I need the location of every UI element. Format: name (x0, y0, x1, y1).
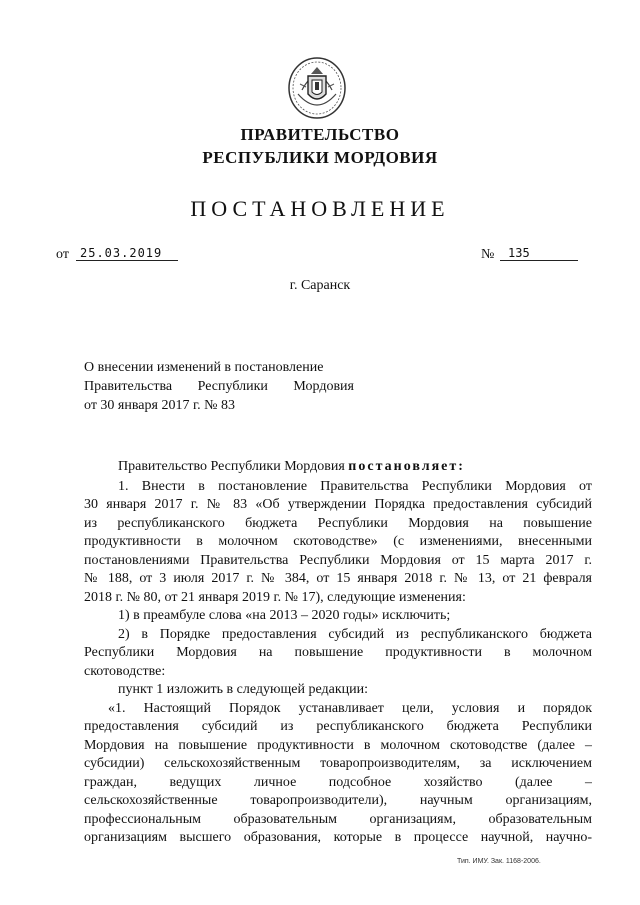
document-type: ПОСТАНОВЛЕНИЕ (190, 196, 450, 221)
city: г. Саранск (289, 278, 351, 293)
body-line: пункт 1 изложить в следующей редакции: (118, 682, 368, 697)
body-line: 2) в Порядке предоставления субсидий из республиканского бюджета (118, 626, 592, 642)
body-line: 2018 г. № 80, от 21 января 2019 г. № 17), следующие изменения: (84, 589, 466, 605)
subject-line: от 30 января 2017 г. № 83 (84, 398, 235, 413)
body-line: 30 января 2017 г. № 83 «Об утверждении Порядка предоставления субсидий (84, 497, 592, 512)
body-line: № 188, от 3 июля 2017 г. № 384, от 15 января 2018 г. № 13, от 21 февраля (84, 571, 592, 586)
intro-subject: Правительство Республики Мордовия (118, 459, 345, 474)
print-info: Тип. ИМУ. Зак. 1168-2006. (457, 858, 541, 865)
body-line: из республиканского бюджета Республики Мордовия на повышение (84, 515, 592, 531)
body-line: субсидии) сельскохозяйственным товаропроизводителям, за исключением (84, 756, 592, 771)
body-line: постановлениями Правительства Республики Мордовия от 15 марта 2017 г. (84, 552, 592, 568)
subject-line: Правительства Республики Мордовия (84, 379, 354, 394)
intro-verb: постановляет: (348, 459, 465, 474)
body-line: предоставления субсидий из республиканского бюджета Республики (84, 719, 592, 734)
org-name-line1: ПРАВИТЕЛЬСТВО (240, 125, 400, 144)
body-line: Мордовия на повышение продуктивности в молочном скотоводстве (далее – (84, 737, 592, 753)
date-label: от (56, 247, 69, 262)
body-line: организациям высшего образования, которые в процессе научной, научно- (84, 830, 592, 845)
body-line: «1. Настоящий Порядок устанавливает цели, условия и порядок (108, 700, 592, 716)
document-body (84, 458, 592, 848)
body-line: продуктивности в молочном скотоводстве» (с изменениями, внесенными (84, 534, 592, 549)
body-line: 1. Внести в постановление Правительства Республики Мордовия от (118, 478, 592, 494)
document-number: 135 (500, 246, 578, 261)
document-subject (84, 358, 354, 415)
org-name-line2: РЕСПУБЛИКИ МОРДОВИЯ (202, 148, 438, 167)
subject-line: О внесении изменений в постановление (84, 360, 324, 375)
body-line: граждан, ведущих личное подсобное хозяйство (далее – (84, 774, 592, 790)
body-line: скотоводстве: (84, 663, 166, 679)
body-line: Республики Мордовия на повышение продуктивности в молочном (84, 645, 592, 660)
body-line: 1) в преамбуле слова «на 2013 – 2020 годы» исключить; (118, 608, 451, 623)
document-date: 25.03.2019 (76, 246, 178, 261)
intro-line (84, 458, 592, 477)
body-line: профессиональным образовательным организациям, образовательным (84, 811, 592, 827)
body-line: сельскохозяйственные товаропроизводители), научным организациям, (84, 793, 592, 808)
number-label: № (481, 247, 495, 262)
coat-of-arms-icon (286, 54, 348, 120)
